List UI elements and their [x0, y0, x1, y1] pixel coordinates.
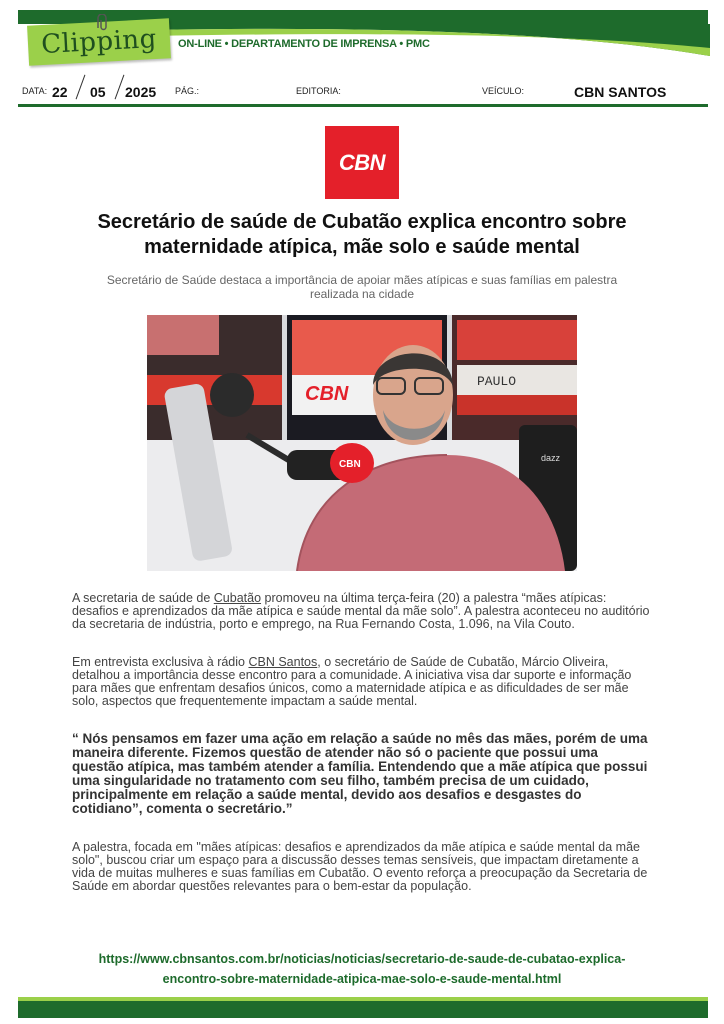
paragraph-text: Em entrevista exclusiva à rádio [72, 655, 249, 669]
source-url[interactable] [60, 949, 664, 989]
paragraph-text: A secretaria de saúde de [72, 591, 214, 605]
paragraph-text: , o secretário de Saúde de Cubatão, Márcio Oliveira, detalhou a importância desse encontro para a comunidade. A iniciativa visa dar suporte e informação para mães que enfrentam desafios únicos, como a maternidade atípica e as dificuldades de ser mãe solo, aspectos que frequentemente impactam a saúde mental. [72, 655, 632, 708]
article-subtitle [80, 273, 644, 301]
page-label: PÁG.: [175, 86, 200, 96]
header-rule [18, 104, 708, 107]
veiculo-label: VEÍCULO: [482, 86, 525, 96]
article-photo [147, 315, 577, 571]
department-label: ON-LINE • DEPARTAMENTO DE IMPRENSA • PMC [178, 38, 430, 50]
date-day: 22 [52, 84, 68, 100]
title-line: Secretário de saúde de Cubatão explica encontro sobre [97, 211, 627, 233]
clipping-brand: Clipping [40, 23, 158, 61]
link-cbn-santos[interactable]: CBN Santos [248, 655, 318, 669]
paragraph-text: promoveu na última terça-feira (20) a palestra “mães atípicas: desafios e aprendizados da mãe atípica e saúde mental da mãe solo”. A palestra aconteceu no auditório da secretaria de indústria, porto e emprego, na Rua Fernando Costa, 1.096, na Vila Couto. [72, 591, 650, 631]
article-paragraph-2 [72, 656, 650, 708]
date-separator [76, 75, 86, 100]
screen-caption-text: PAULO [477, 374, 517, 389]
article-title [60, 210, 664, 260]
source-url-line[interactable]: https://www.cbnsantos.com.br/noticias/noticias/secretario-de-saude-de-cubatao-explica- [98, 952, 626, 966]
footer-band-dark [18, 1001, 708, 1018]
source-url-line[interactable]: encontro-sobre-maternidade-atipica-mae-solo-e-saude-mental.html [162, 972, 562, 986]
veiculo-name: CBN SANTOS [574, 84, 667, 100]
chair-brand-text: dazz [541, 453, 561, 463]
screen-logo-text: CBN [305, 383, 349, 405]
mic-brand-text: CBN [339, 459, 361, 470]
date-month: 05 [90, 84, 106, 100]
subtitle-line: realizada na cidade [309, 287, 415, 301]
paperclip-icon [94, 14, 118, 32]
editoria-label: EDITORIA: [296, 86, 341, 96]
data-label: DATA: [22, 86, 48, 96]
subtitle-line: Secretário de Saúde destaca a importância de apoiar mães atípicas e suas famílias em palestra [106, 273, 618, 287]
date-year: 2025 [125, 84, 157, 100]
article-quote: “ Nós pensamos em fazer uma ação em relação a saúde no mês das mães, porém de uma maneira diferente. Fizemos questão de atender não só o paciente que possui uma questão atípica, mas também atender a família. Entendendo que a mãe atípica que possui uma singularidade no tratamento com seu filho, também precisa de um cuidado, principalmente em relação a saúde mental, devido aos desafios e desgastes do cotidiano”, comenta o secretário.” [72, 731, 648, 816]
cbn-logo [325, 126, 399, 199]
title-line: maternidade atípica, mãe solo e saúde mental [144, 236, 580, 258]
date-separator [115, 75, 125, 100]
article-paragraph-3: A palestra, focada em "mães atípicas: desafios e aprendizados da mãe atípica e saúde mental da mãe solo", buscou criar um espaço para a discussão desses temas sensíveis, que impactam diretamente a vida de muitas mulheres e suas famílias em Cubatão. O evento reforça a preocupação da Secretaria de Saúde em abordar questões relevantes para o bem-estar da população. [72, 840, 648, 893]
article-paragraph-1 [72, 592, 650, 631]
cbn-logo-text: CBN [338, 149, 386, 175]
link-cubatao[interactable]: Cubatão [213, 591, 262, 605]
